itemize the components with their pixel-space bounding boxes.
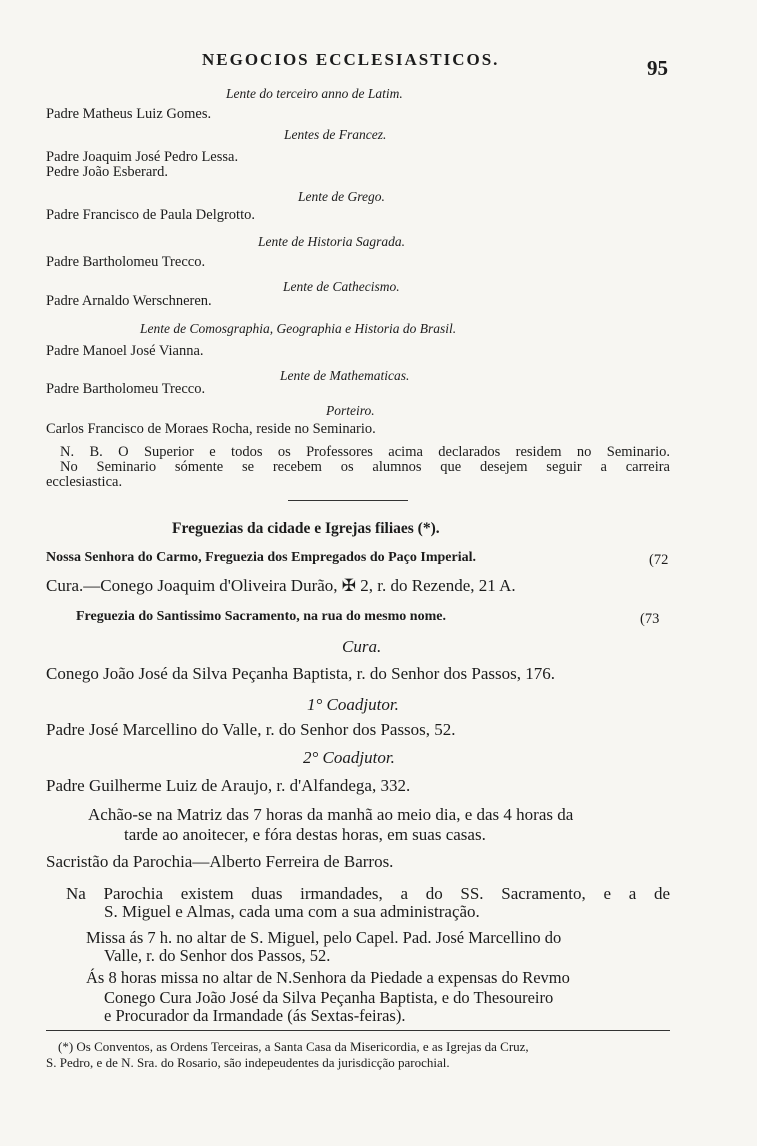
divider <box>288 500 408 501</box>
section-heading: Porteiro. <box>326 403 375 418</box>
staff-name: Pedre João Esberard. <box>46 164 168 180</box>
staff-name: Padre Matheus Luiz Gomes. <box>46 106 212 122</box>
section-heading: Lente de Cathecismo. <box>283 279 400 294</box>
coadjutor-label: 1° Coadjutor. <box>307 695 399 714</box>
section-heading: Lente de Historia Sagrada. <box>258 234 405 249</box>
staff-name: Padre Joaquim José Pedro Lessa. <box>46 149 239 165</box>
parish-title: Nossa Senhora do Carmo, Freguezia dos Empregados do Paço Imperial. <box>46 550 476 565</box>
mass-line: Ás 8 horas missa no altar de N.Senhora da Piedade a expensas do Revmo <box>86 968 570 987</box>
section-heading: Lente de Mathematicas. <box>280 368 410 383</box>
hours-line: tarde ao anoitecer, e fóra destas horas, em suas casas. <box>124 825 486 844</box>
brotherhood-line: S. Miguel e Almas, cada uma com a sua administração. <box>104 902 480 921</box>
coadjutor-label: 2° Coadjutor. <box>303 748 395 767</box>
coadjutor-name: Padre Guilherme Luiz de Araujo, r. d'Alfandega, 332. <box>46 776 411 795</box>
staff-name: Padre Manoel José Vianna. <box>46 343 204 359</box>
brotherhood-line: Na Parochia existem duas irmandades, a do SS. Sacramento, e a de <box>66 884 670 903</box>
note-line: N. B. O Superior e todos os Professores acima declarados residem no Seminario. <box>60 444 670 460</box>
staff-name: Carlos Francisco de Moraes Rocha, reside no Seminario. <box>46 421 376 437</box>
footnote-divider <box>46 1030 670 1031</box>
running-title: NEGOCIOS ECCLESIASTICOS. <box>202 50 500 69</box>
note-line: ecclesiastica. <box>46 474 123 490</box>
staff-name: Padre Bartholomeu Trecco. <box>46 381 206 397</box>
coadjutor-name: Padre José Marcellino do Valle, r. do Senhor dos Passos, 52. <box>46 720 456 739</box>
staff-name: Padre Francisco de Paula Delgrotto. <box>46 207 255 223</box>
footnote-line: (*) Os Conventos, as Ordens Terceiras, a Santa Casa da Misericordia, e as Igrejas da Cruz, <box>58 1039 529 1054</box>
hours-line: Achão-se na Matriz das 7 horas da manhã ao meio dia, e das 4 horas da <box>88 805 574 824</box>
sacristan-line: Sacristão da Parochia—Alberto Ferreira de Barros. <box>46 852 394 871</box>
parish-ref: (72 <box>649 552 669 568</box>
staff-name: Padre Bartholomeu Trecco. <box>46 254 206 270</box>
staff-name: Padre Arnaldo Werschneren. <box>46 293 212 309</box>
cura-label: Cura. <box>342 637 382 656</box>
carmo-cura: Cura.—Conego Joaquim d'Oliveira Durão, ✠ 2, r. do Rezende, 21 A. <box>46 576 516 595</box>
page-number: 95 <box>647 56 668 80</box>
parish-title: Freguezia do Santissimo Sacramento, na rua do mesmo nome. <box>76 609 446 624</box>
section-heading: Lente de Comosgraphia, Geographia e Historia do Brasil. <box>140 321 457 336</box>
mass-line: e Procurador da Irmandade (ás Sextas-feiras). <box>104 1006 406 1025</box>
section-heading: Lente do terceiro anno de Latim. <box>226 86 403 101</box>
parishes-section-title: Freguezias da cidade e Igrejas filiaes (*). <box>172 520 440 537</box>
mass-line: Valle, r. do Senhor dos Passos, 52. <box>104 946 331 965</box>
cura-name: Conego João José da Silva Peçanha Baptista, r. do Senhor dos Passos, 176. <box>46 664 556 683</box>
mass-line: Missa ás 7 h. no altar de S. Miguel, pelo Capel. Pad. José Marcellino do <box>86 928 562 947</box>
parish-ref: (73 <box>640 611 660 627</box>
note-line: No Seminario sómente se recebem os alumnos que desejem seguir a carreira <box>60 459 670 475</box>
footnote-line: S. Pedro, e de N. Sra. do Rosario, são indepeudentes da jurisdicção parochial. <box>46 1055 450 1070</box>
section-heading: Lentes de Francez. <box>284 127 387 142</box>
section-heading: Lente de Grego. <box>298 189 385 204</box>
mass-line: Conego Cura João José da Silva Peçanha Baptista, e do Thesoureiro <box>104 988 554 1007</box>
